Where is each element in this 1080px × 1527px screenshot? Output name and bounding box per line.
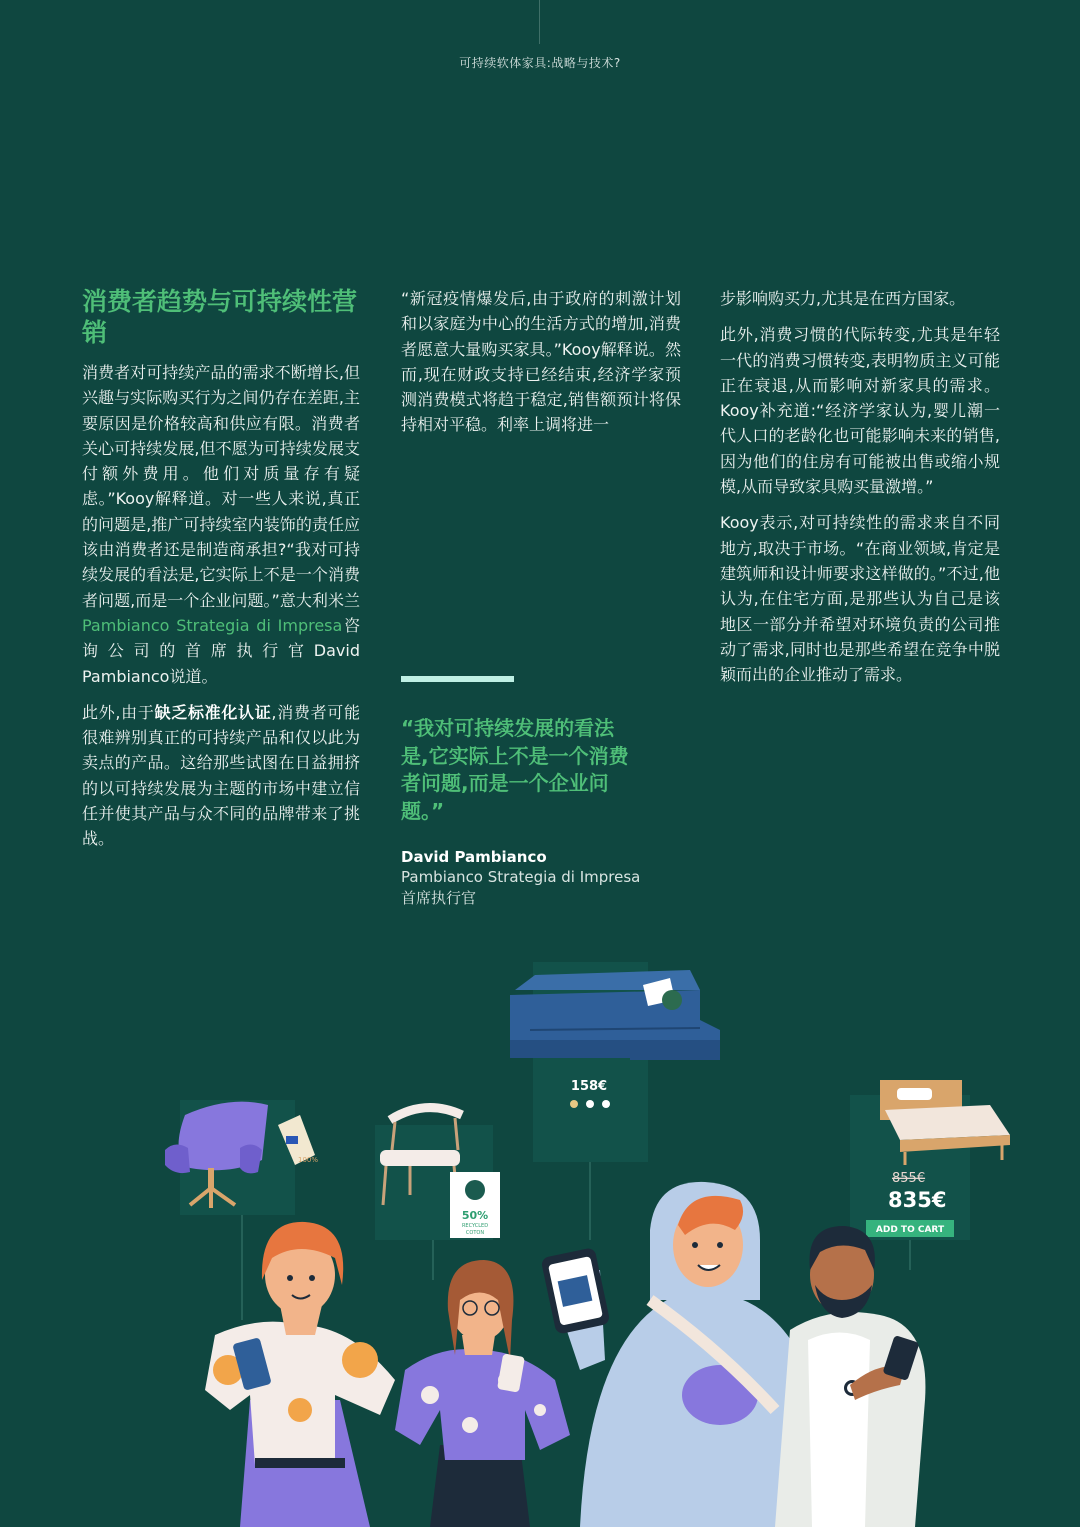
sofa-price: 158€ (570, 1079, 608, 1094)
svg-text:COTON: COTON (465, 1230, 485, 1236)
carousel-dot (586, 1100, 594, 1108)
col1-paragraph-2: 此外,由于缺乏标准化认证,消费者可能很难辨别真正的可持续产品和仅以此为卖点的产品。这给那些试图在日益拥挤的以可持续发展为主题的市场中建立信任并使其产品与众不同的品牌带来了挑战。 (82, 702, 360, 849)
col2-paragraph-1: “新冠疫情爆发后,由于政府的刺激计划和以家庭为中心的生活方式的增加,消费者愿意大量购买家具。”Kooy解释说。然而,现在财政支持已经结束,经济学家预测消费模式将趋于稳定,销售额预计将保持相对平稳。利率上调将进一 (401, 289, 681, 435)
col3-paragraph-3: Kooy表示,对可持续性的需求来自不同地方,取决于市场。“在商业领域,肯定是建筑师和设计师要求这样做的。”不过,他认为,在住宅方面,是那些认为自己是该地区一部分并希望对环境负责的公司推动了需求,同时也是那些希望在竞争中脱颖而出的企业推动了需求。 (720, 513, 1000, 685)
col3-paragraph-1: 步影响购买力,尤其是在西方国家。 (720, 289, 966, 308)
emphasis-text: 缺乏标准化认证 (154, 702, 272, 722)
column-1 (82, 286, 360, 863)
carousel-dot (570, 1100, 578, 1108)
column-2 (401, 286, 681, 449)
section-title: 消费者趋势与可持续性营销 (82, 287, 358, 347)
company-link[interactable]: Pambianco Strategia di Impresa (82, 615, 343, 635)
quote-author-org: Pambianco Strategia di Impresa (401, 868, 641, 886)
svg-text:RECYCLED: RECYCLED (461, 1223, 489, 1229)
recycled-label-icon (450, 1172, 500, 1238)
bed-old-price: 855€ (892, 1171, 926, 1186)
shopping-illustration (0, 940, 1080, 1527)
pull-quote: “我对可持续发展的看法是,它实际上不是一个消费者问题,而是一个企业问题。” (401, 716, 629, 823)
sofa-icon (510, 970, 720, 1060)
top-divider-line (539, 0, 540, 44)
column-3 (720, 286, 1000, 698)
person-man-hoodie (540, 1182, 815, 1527)
svg-text:50%: 50% (461, 1209, 489, 1222)
person-bearded-man (775, 1226, 925, 1527)
col1-paragraph-1: 消费者对可持续产品的需求不断增长,但兴趣与实际购买行为之间仍存在差距,主要原因是价格较高和供应有限。消费者关心可持续发展,但不愿为可持续发展支付额外费用。他们对质量存有疑虑。”Kooy解释道。对一些人来说,真正的问题是,推广可持续室内装饰的责任应该由消费者还是制造商承担?“我对可持续发展的看法是,它实际上不是一个消费者问题,而是一个企业问题。”意大利米兰 Pambianco Strategia di Impresa咨询公司的首席执行官David Pambianco说道。 (82, 363, 360, 686)
bed-price: 835€ (888, 1188, 947, 1212)
person-woman-glasses (395, 1260, 570, 1527)
col3-paragraph-2: 此外,消费习惯的代际转变,尤其是年轻一代的消费习惯转变,表明物质主义可能正在衰退,从而影响对新家具的需求。Kooy补充道:“经济学家认为,婴儿潮一代人口的老龄化也可能影响未来的销售,因为他们的住房有可能被出售或缩小规模,从而导致家具购买量激增。” (720, 325, 1000, 497)
quote-accent-bar (401, 676, 514, 682)
add-to-cart-label: ADD TO CART (875, 1225, 945, 1235)
quote-author-role: 首席执行官 (401, 889, 477, 907)
person-woman-orange-hair (205, 1222, 395, 1527)
quote-author-name: David Pambianco (401, 848, 547, 866)
svg-text:100%: 100% (298, 1156, 319, 1164)
carousel-dot (602, 1100, 610, 1108)
page-header-title: 可持续软体家具:战略与技术? (459, 56, 621, 70)
